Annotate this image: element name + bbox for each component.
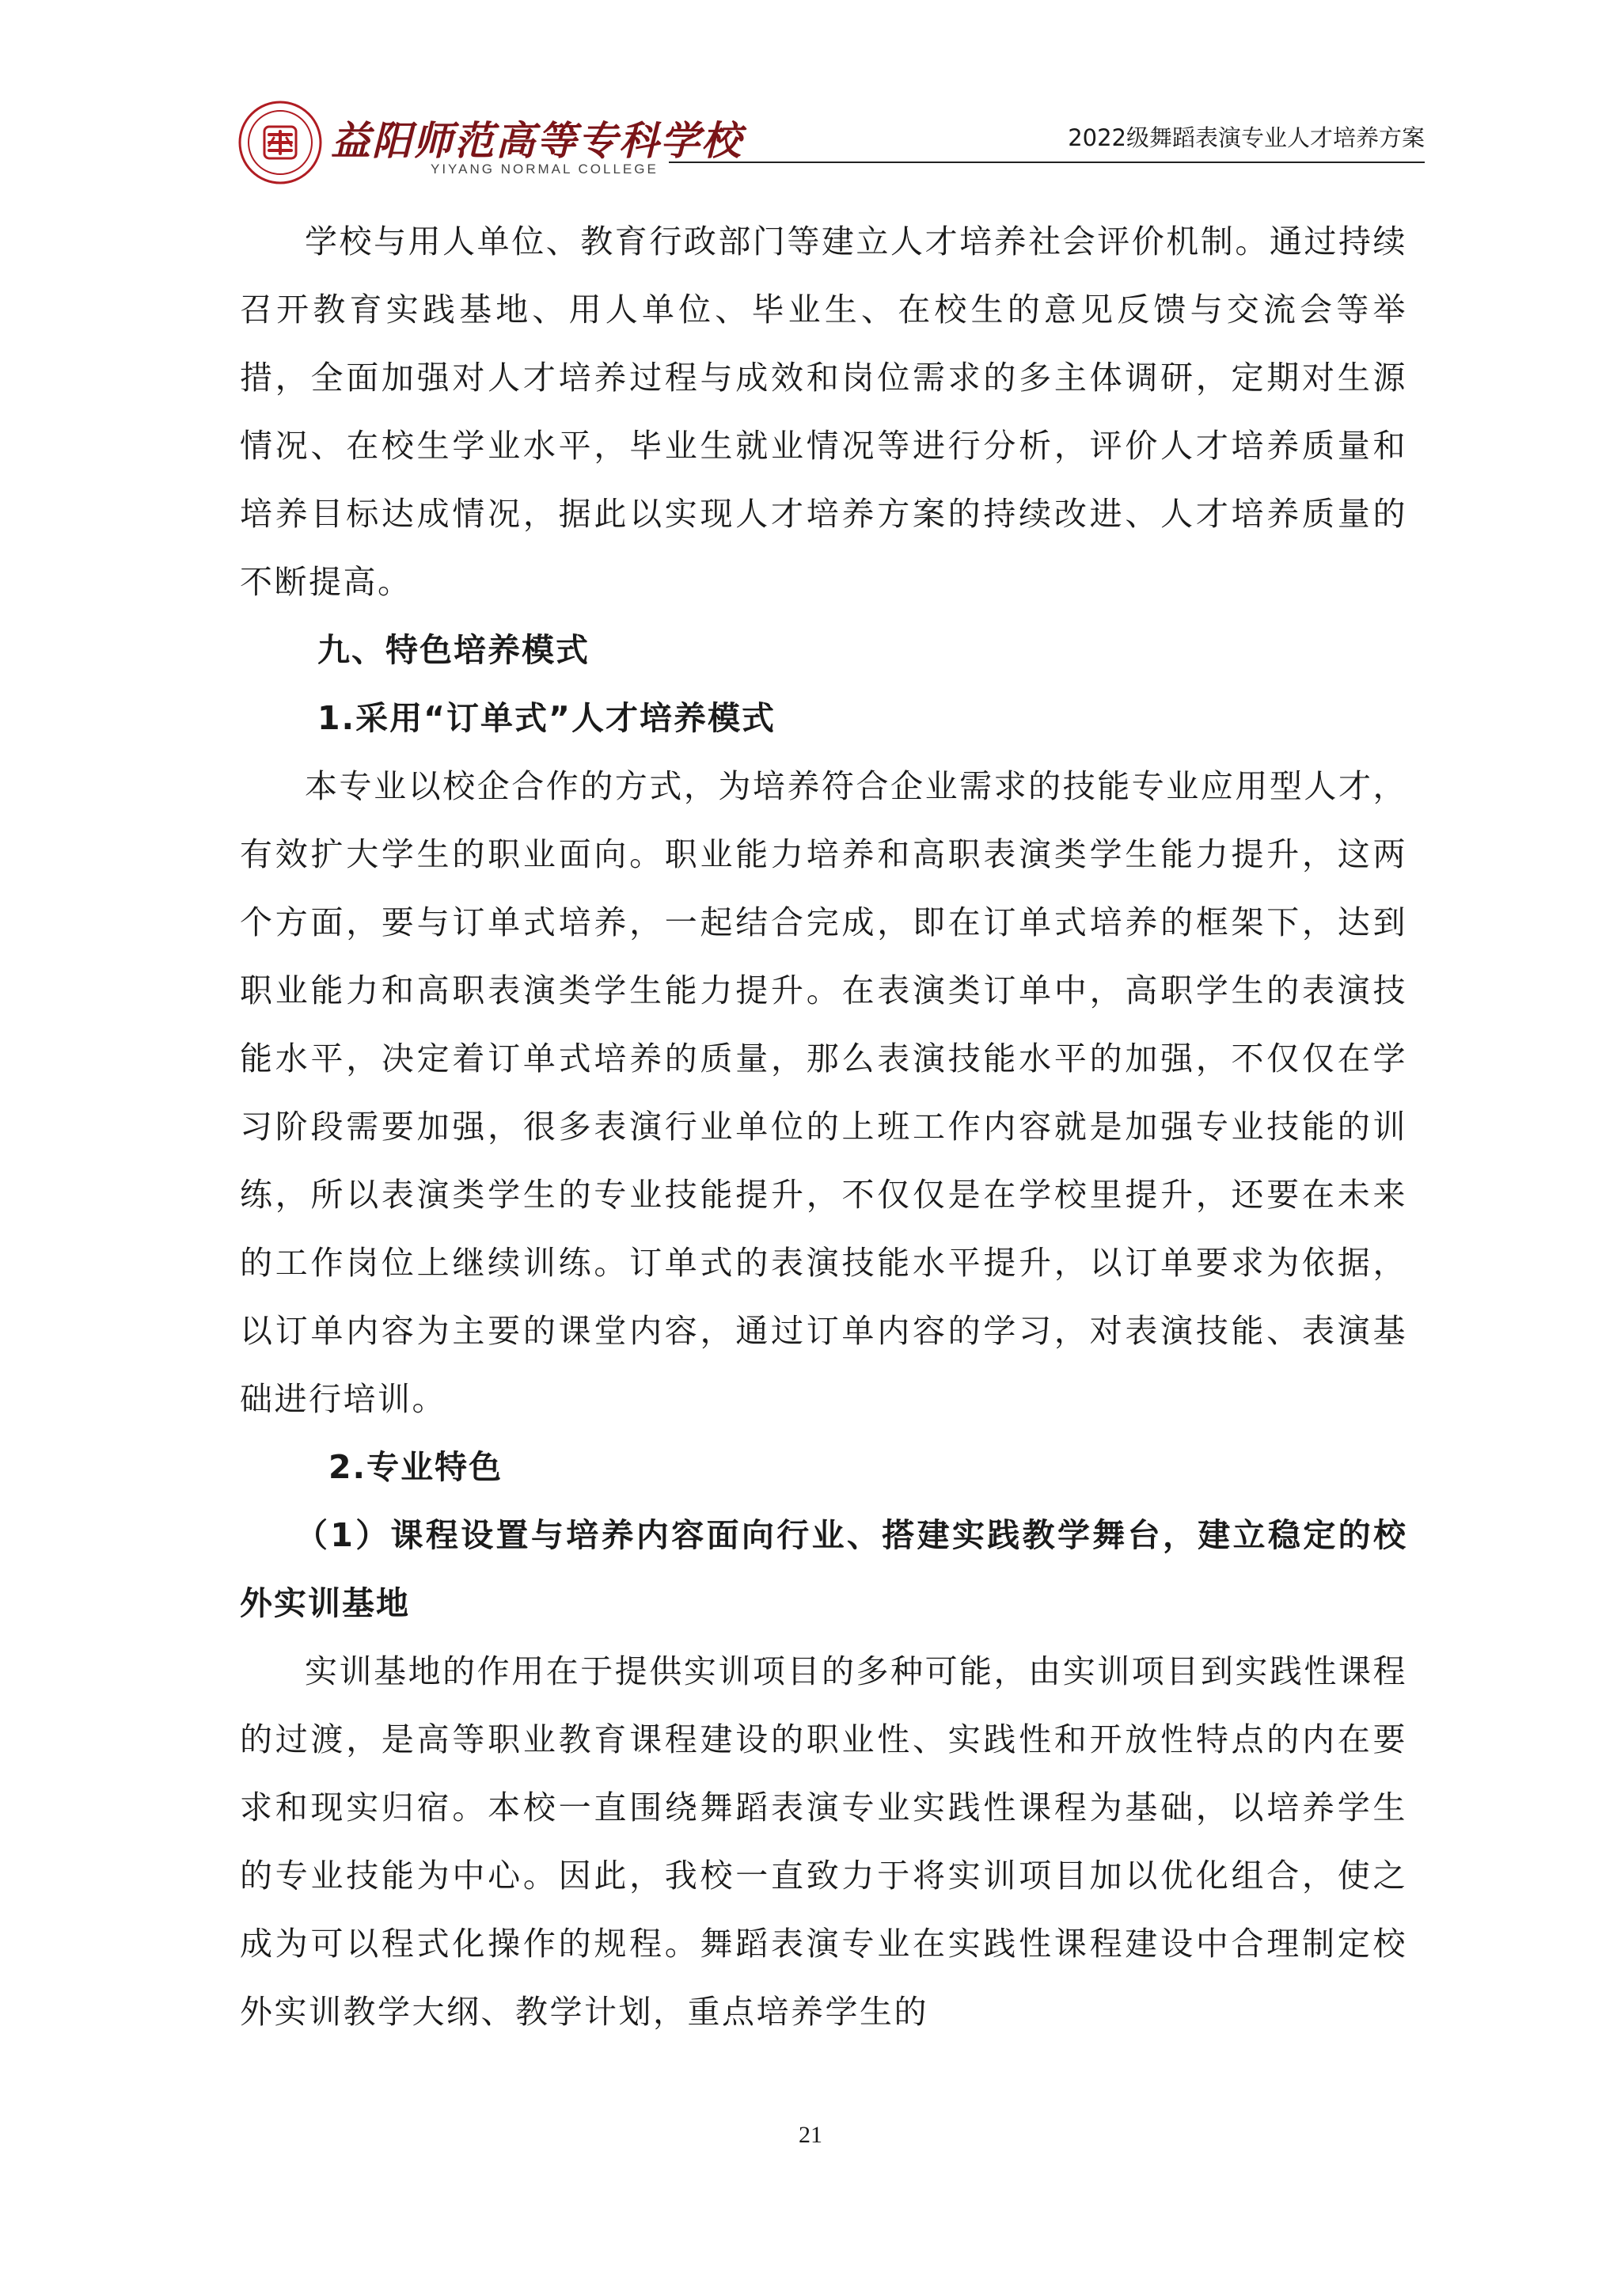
page-header [237,89,1425,177]
subsection-heading: 2.专业特色 [328,1448,503,1486]
header-rule [669,162,1425,163]
college-brand [331,105,774,184]
college-name-english: YIYANG NORMAL COLLEGE [431,162,659,177]
paragraph-order-model: 本专业以校企合作的方式，为培养符合企业需求的技能专业应用型人才，有效扩大学生的职业面向。职业能力培养和高职表演类学生能力提升，这两个方面，要与订单式培养，一起结合完成，即在订单式培养的框架下，达到职业能力和高职表演类学生能力提升。在表演类订单中，高职学生的表演技能水平，决定着订单式培养的质量，那么表演技能水平的加强，不仅仅在学习阶段需要加强，很多表演行业单位的上班工作内容就是加强专业技能的训练，所以表演类学生的专业技能提升，不仅仅是在学校里提升，还要在未来的工作岗位上继续训练。订单式的表演技能水平提升，以订单要求为依据，以订单内容为主要的课堂内容，通过订单内容的学习，对表演技能、表演基础进行培训。 [240,767,1407,1418]
college-name-calligraphy: 益阳师范高等专科学校 [331,117,742,164]
paragraph-training-base: 实训基地的作用在于提供实训项目的多种可能，由实训项目到实践性课程的过渡，是高等职业教育课程建设的职业性、实践性和开放性特点的内在要求和现实归宿。本校一直围绕舞蹈表演专业实践性课程为基础，以培养学生的专业技能为中心。因此，我校一直致力于将实训项目加以优化组合，使之成为可以程式化操作的规程。舞蹈表演专业在实践性课程建设中合理制定校外实训教学大纲、教学计划，重点培养学生的 [240,1652,1407,2031]
subsection-heading: 1.采用“订单式”人才培养模式 [317,699,776,737]
subsubsection-heading: （1）课程设置与培养内容面向行业、搭建实践教学舞台，建立稳定的校外实训基地 [240,1516,1407,1622]
paragraph-evaluation-mechanism: 学校与用人单位、教育行政部门等建立人才培养社会评价机制。通过持续召开教育实践基地、用人单位、毕业生、在校生的意见反馈与交流会等举措，全面加强对人才培养过程与成效和岗位需求的多主体调研，定期对生源情况、在校生学业水平，毕业生就业情况等进行分析，评价人才培养质量和培养目标达成情况，据此以实现人才培养方案的持续改进、人才培养质量的不断提高。 [240,222,1407,601]
college-seal-logo [237,100,323,185]
document-title: 2022级舞蹈表演专业人才培养方案 [1068,124,1425,151]
section-heading: 九、特色培养模式 [317,631,590,669]
page-body [240,207,1407,2046]
page-number: 21 [799,2122,822,2148]
